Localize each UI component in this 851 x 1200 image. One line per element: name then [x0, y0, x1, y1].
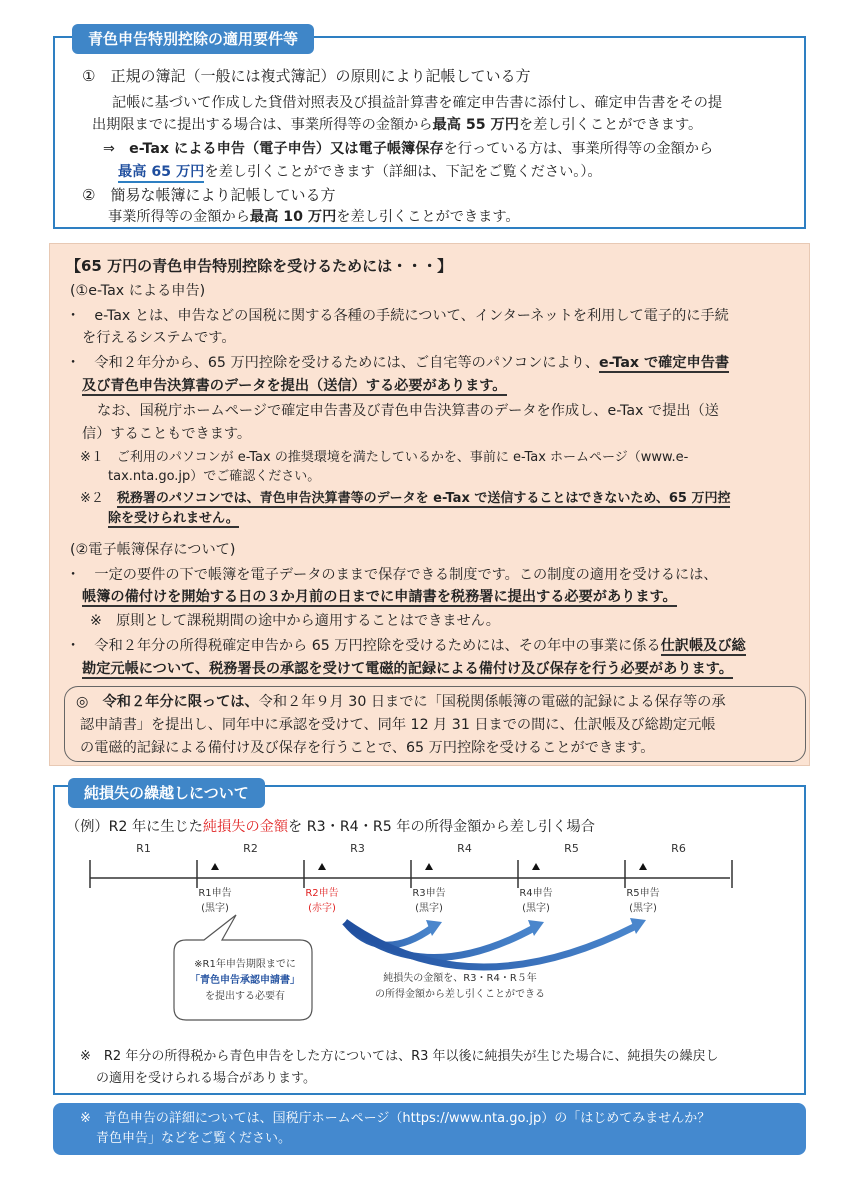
- period-label: R6: [671, 842, 686, 855]
- footer-line1: ※ 青色申告の詳細については、国税庁ホームページ（https://www.nta.go.jp）の「はじめてみませんか？: [80, 1111, 711, 1126]
- callout-line3: を提出する必要有: [205, 991, 285, 1002]
- para6-line2: 勘定元帳について、税務署長の承認を受けて電磁的記録による備付け及び保存を行う必要があります。: [82, 661, 733, 677]
- filing-status: (黒字): [201, 903, 229, 914]
- item1-line3: ⇒ e-Tax による申告（電子申告）又は電子帳簿保存を行っている方は、事業所得等の金額から: [103, 141, 714, 157]
- callout-line1: ※R1年申告期限までに: [194, 959, 296, 970]
- period-label: R4: [457, 842, 472, 855]
- filing-label: R3申告: [412, 888, 446, 899]
- filing-label: R1申告: [198, 888, 232, 899]
- para2-line2: 及び青色申告決算書のデータを提出（送信）する必要があります。: [82, 378, 507, 394]
- para1-line1: ・ e-Tax とは、申告などの国税に関する各種の手続について、インターネットを利用して電子的に手続: [66, 308, 729, 324]
- filing-marker: [318, 863, 326, 870]
- special-note-line3: の電磁的記録による備付け及び保存を行うことで、65 万円控除を受けることができます。: [80, 740, 655, 756]
- filing-label: R2申告: [305, 888, 339, 899]
- subheading-e-tax: (①e-Tax による申告): [70, 283, 206, 299]
- period-label: R5: [564, 842, 579, 855]
- period-label: R1: [136, 842, 151, 855]
- item1-title: ① 正規の簿記（一般には複式簿記）の原則により記帳している方: [82, 67, 531, 85]
- carryback-note-line1: ※ R2 年分の所得税から青色申告をした方については、R3 年以後に純損失が生じた場合に、純損失の繰戻し: [80, 1049, 719, 1064]
- filing-marker: [211, 863, 219, 870]
- subheading-e-bookkeeping: (②電子帳簿保存について): [70, 542, 236, 558]
- timeline-ticks: [90, 860, 732, 888]
- para2-line1: ・ 令和２年分から、65 万円控除を受けるためには、ご自宅等のパソコンにより、e-Tax で確定申告書: [66, 355, 730, 371]
- item1-line2: 出期限までに提出する場合は、事業所得等の金額から最高 55 万円を差し引くことができます。: [92, 117, 703, 133]
- filing-marker: [639, 863, 647, 870]
- special-note-line1: ◎ 令和２年分に限っては、令和２年９月 30 日までに「国税関係帳簿の電磁的記録による保存等の承: [76, 694, 726, 710]
- carryback-note-line2: の適用を受けられる場合があります。: [96, 1071, 316, 1086]
- example-text: （例）R2 年に生じた純損失の金額を R3・R4・R5 年の所得金額から差し引く場合: [66, 819, 595, 835]
- para5: ※ 原則として課税期間の途中から適用することはできません。: [90, 613, 500, 629]
- footer-line2: 青色申告」などをご覧ください。: [96, 1131, 292, 1146]
- period-label: R3: [350, 842, 365, 855]
- requirements-tab: 青色申告特別控除の適用要件等: [72, 24, 314, 54]
- item2-line1: 事業所得等の金額から最高 10 万円を差し引くことができます。: [108, 209, 520, 225]
- filing-status: (赤字): [308, 903, 336, 914]
- arrow-note-line2: の所得金額から差し引くことができる: [375, 989, 545, 1000]
- period-label: R2: [243, 842, 258, 855]
- filing-marker: [425, 863, 433, 870]
- filing-status: (黒字): [415, 903, 443, 914]
- filing-label: R5申告: [626, 888, 660, 899]
- filing-label: R4申告: [519, 888, 553, 899]
- para3-line2: 信）することもできます。: [82, 426, 252, 442]
- item1-line4: 最高 65 万円を差し引くことができます（詳細は、下記をご覧ください。）。: [118, 162, 602, 182]
- loss-carryforward-tab: 純損失の繰越しについて: [68, 778, 265, 808]
- para3-line1: なお、国税庁ホームページで確定申告書及び青色申告決算書のデータを作成し、e-Tax で提出（送: [97, 403, 719, 419]
- arrow-note-line1: 純損失の金額を、R3・R4・R５年: [383, 973, 537, 984]
- para4-line1: ・ 一定の要件の下で帳簿を電子データのままで保存できる制度です。この制度の適用を受けるには、: [66, 567, 718, 583]
- filing-status: (黒字): [522, 903, 550, 914]
- item1-line1: 記帳に基づいて作成した貸借対照表及び損益計算書を確定申告書に添付し、確定申告書をその提: [112, 95, 723, 111]
- item2-title: ② 簡易な帳簿により記帳している方: [82, 186, 336, 204]
- note2-line2: 除を受けられません。: [108, 511, 239, 526]
- para6-line1: ・ 令和２年分の所得税確定申告から 65 万円控除を受けるためには、その年中の事業に係る仕訳帳及び総: [66, 638, 746, 654]
- special-note-line2: 認申請書」を提出し、同年中に承認を受けて、同年 12 月 31 日までの間に、仕訳帳及び総勘定元帳: [80, 717, 716, 733]
- para4-line2: 帳簿の備付けを開始する日の３か月前の日までに申請書を税務署に提出する必要があります。: [82, 589, 677, 605]
- section2-heading: 【65 万円の青色申告特別控除を受けるためには・・・】: [66, 257, 453, 275]
- note1-line1: ※１ ご利用のパソコンが e-Tax の推奨環境を満たしているかを、事前に e-Tax ホームページ（www.e-: [80, 450, 689, 465]
- filing-marker: [532, 863, 540, 870]
- note2-line1: ※２ 税務署のパソコンでは、青色申告決算書等のデータを e-Tax で送信することはできないため、65 万円控: [80, 491, 731, 506]
- para1-line2: を行えるシステムです。: [82, 330, 236, 346]
- filing-status: (黒字): [629, 903, 657, 914]
- note1-line2: tax.nta.go.jp）でご確認ください。: [108, 469, 321, 484]
- callout-line2: 「青色申告承認申請書」: [190, 975, 300, 986]
- filing-markers: [211, 863, 647, 870]
